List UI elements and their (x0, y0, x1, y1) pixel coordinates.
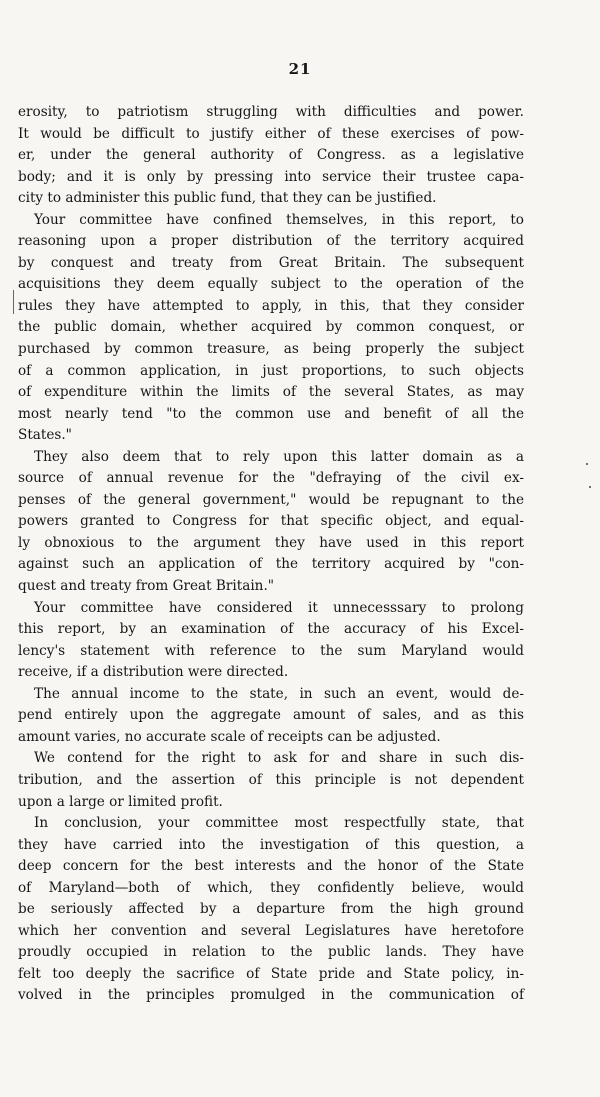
text-line: which her convention and several Legislatures have heretofore (18, 922, 524, 939)
text-line: of a common application, in just proportions, to such objects (18, 362, 524, 379)
text-line: States." (18, 427, 72, 444)
page-number: 21 (288, 60, 312, 78)
text-line: body; and it is only by pressing into service their trustee capa- (18, 168, 524, 185)
text-line: rules they have attempted to apply, in this, that they consider (18, 297, 524, 314)
text-line: We contend for the right to ask for and share in such dis- (34, 750, 524, 767)
text-line: They also deem that to rely upon this latter domain as a (34, 448, 524, 465)
text-line: Your committee have considered it unnecesssary to prolong (34, 599, 524, 616)
text-line: be seriously affected by a departure from the high ground (18, 901, 524, 918)
text-line: It would be difficult to justify either of these exercises of pow- (18, 125, 524, 142)
text-line: powers granted to Congress for that specific object, and equal- (18, 513, 524, 530)
text-line: reasoning upon a proper distribution of the territory acquired (18, 233, 524, 250)
text-line: source of annual revenue for the "defraying of the civil ex- (18, 470, 524, 487)
text-line: felt too deeply the sacrifice of State pride and State policy, in- (18, 965, 524, 982)
scan-speck (586, 463, 588, 465)
margin-mark (13, 290, 14, 314)
text-line: ly obnoxious to the argument they have used in this report (18, 534, 524, 551)
text-line: upon a large or limited profit. (18, 793, 223, 810)
text-line: volved in the principles promulged in the communication of (18, 987, 524, 1004)
text-line: most nearly tend "to the common use and benefit of all the (18, 405, 524, 422)
scan-speck (589, 486, 591, 488)
text-line: city to administer this public fund, that they can be justified. (18, 190, 437, 207)
text-line: purchased by common treasure, as being properly the subject (18, 341, 524, 358)
text-line: they have carried into the investigation of this question, a (18, 836, 524, 853)
text-line: of Maryland—both of which, they confidently believe, would (18, 879, 524, 896)
text-line: receive, if a distribution were directed. (18, 664, 289, 681)
text-line: In conclusion, your committee most respectfully state, that (34, 815, 524, 832)
text-line: by conquest and treaty from Great Britain. The subsequent (18, 254, 524, 271)
text-line: against such an application of the territory acquired by "con- (18, 556, 524, 573)
text-line: proudly occupied in relation to the public lands. They have (18, 944, 524, 961)
text-line: deep concern for the best interests and the honor of the State (18, 858, 524, 875)
text-line: of expenditure within the limits of the several States, as may (18, 384, 524, 401)
text-line: amount varies, no accurate scale of receipts can be adjusted. (18, 728, 441, 745)
text-line: lency's statement with reference to the sum Maryland would (18, 642, 524, 659)
text-line: erosity, to patriotism struggling with difficulties and power. (18, 104, 524, 120)
text-line: acquisitions they deem equally subject to the operation of the (18, 276, 524, 293)
text-line: quest and treaty from Great Britain." (18, 578, 275, 595)
text-line: The annual income to the state, in such an event, would de- (34, 685, 524, 702)
text-line: er, under the general authority of Congress. as a legislative (18, 147, 524, 164)
text-line: penses of the general government," would be repugnant to the (18, 491, 524, 508)
text-line: this report, by an examination of the accuracy of his Excel- (18, 621, 524, 638)
text-line: pend entirely upon the aggregate amount of sales, and as this (18, 707, 524, 724)
text-line: tribution, and the assertion of this principle is not dependent (18, 771, 524, 788)
body-text (18, 102, 524, 1007)
text-line: the public domain, whether acquired by common conquest, or (18, 319, 524, 336)
text-line: Your committee have confined themselves, in this report, to (34, 211, 524, 228)
